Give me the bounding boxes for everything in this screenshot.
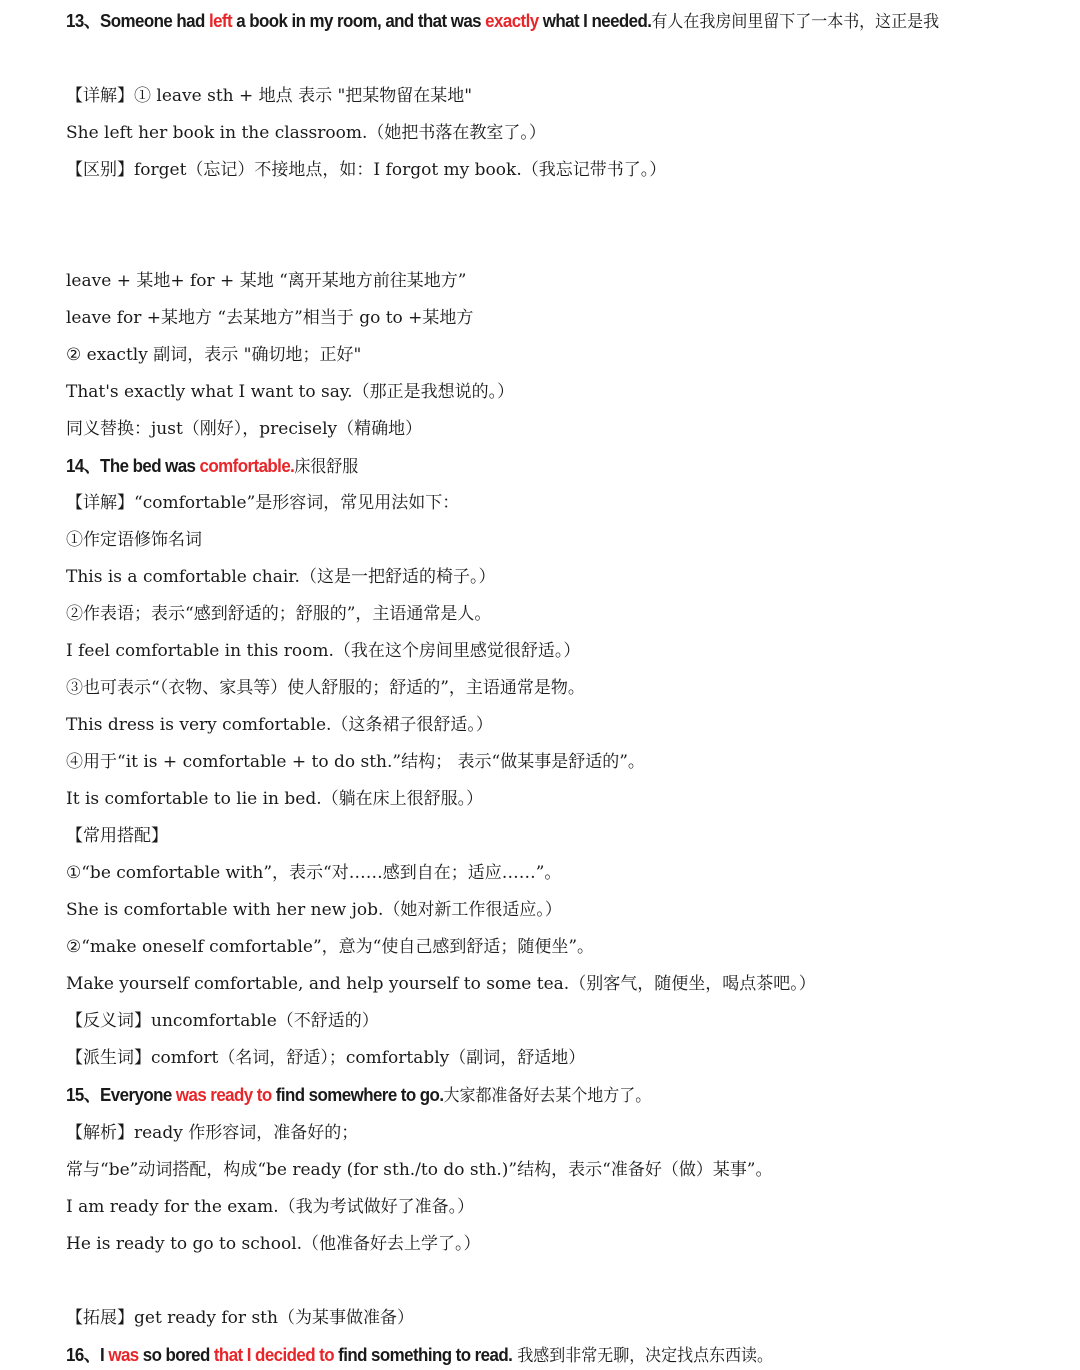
highlight-that-i: that I [213, 1345, 251, 1365]
text-line: 【常用搭配】 [66, 826, 168, 846]
text-line: This is a comfortable chair.（这是一把舒适的椅子。） [66, 567, 496, 587]
text-line: 【区别】forget（忘记）不接地点，如：I forgot my book.（我忘记带书了。） [66, 160, 667, 180]
text-line: She is comfortable with her new job.（她对新工作很适应。） [66, 900, 562, 920]
text-line: ② exactly 副词，表示 "确切地；正好" [66, 345, 362, 365]
text-line: 【解析】ready 作形容词，准备好的； [66, 1123, 359, 1143]
highlight-exactly: exactly [485, 11, 539, 31]
text-line: ①“be comfortable with”，表示“对……感到自在；适应……”。 [66, 863, 562, 883]
highlight-was: was [108, 1345, 139, 1365]
text-line: 常与“be”动词搭配，构成“be ready (for sth./to do sth.)”结构，表示“准备好（做）某事”。 [66, 1160, 773, 1180]
text-line: leave for +某地方 “去某地方”相当于 go to +某地方 [66, 308, 474, 328]
text-line: ①作定语修饰名词 [66, 530, 202, 550]
text-line: leave + 某地+ for + 某地 “离开某地方前往某地方” [66, 271, 467, 291]
text-line: That's exactly what I want to say.（那正是我想说的。） [66, 382, 515, 402]
text-line: ③也可表示“（衣物、家具等）使人舒服的；舒适的”，主语通常是物。 [66, 678, 585, 698]
highlight-left: left [208, 11, 233, 31]
text-line: 【详解】“comfortable”是形容词，常见用法如下： [66, 493, 460, 513]
text-line: I feel comfortable in this room.（我在这个房间里感觉很舒适。） [66, 641, 581, 661]
highlight-decided-to: decided to [255, 1345, 335, 1365]
text-line: ②作表语；表示“感到舒适的；舒服的”，主语通常是人。 [66, 604, 492, 624]
text-line: I am ready for the exam.（我为考试做好了准备。） [66, 1197, 475, 1217]
text-line: Make yourself comfortable, and help yourself to some tea.（别客气，随便坐，喝点茶吧。） [66, 974, 816, 994]
question-13-heading: 13、Someone had left a book in my room, and that was exactly what I needed.有人在我房间里留下了一本书，这正是我 [66, 11, 940, 32]
text-line: ④用于“it is + comfortable + to do sth.”结构； 表示“做某事是舒适的”。 [66, 752, 645, 772]
text-line: It is comfortable to lie in bed.（躺在床上很舒服。） [66, 789, 484, 809]
text-line: 【派生词】comfort（名词，舒适）；comfortably（副词，舒适地） [66, 1048, 586, 1068]
question-16-heading: 16、I was so bored that I decided to find something to read. 我感到非常无聊，决定找点东西读。 [66, 1345, 774, 1366]
text-line: 【反义词】uncomfortable（不舒适的） [66, 1011, 379, 1031]
highlight-comfortable: comfortable. [199, 456, 295, 476]
text-line: 同义替换：just（刚好），precisely（精确地） [66, 419, 423, 439]
text-line: This dress is very comfortable.（这条裙子很舒适。） [66, 715, 493, 735]
text-line: He is ready to go to school.（他准备好去上学了。） [66, 1234, 481, 1254]
text-line: 【拓展】get ready for sth（为某事做准备） [66, 1308, 414, 1328]
text-line: She left her book in the classroom.（她把书落在教室了。） [66, 123, 546, 143]
text-line: ②“make oneself comfortable”，意为“使自己感到舒适；随便坐”。 [66, 937, 595, 957]
question-15-heading: 15、Everyone was ready to find somewhere to go.大家都准备好去某个地方了。 [66, 1085, 652, 1106]
highlight-was-ready-to: was ready to [175, 1085, 272, 1105]
text-line: 【详解】① leave sth + 地点 表示 "把某物留在某地" [66, 86, 473, 106]
question-14-heading: 14、The bed was comfortable.床很舒服 [66, 456, 359, 477]
